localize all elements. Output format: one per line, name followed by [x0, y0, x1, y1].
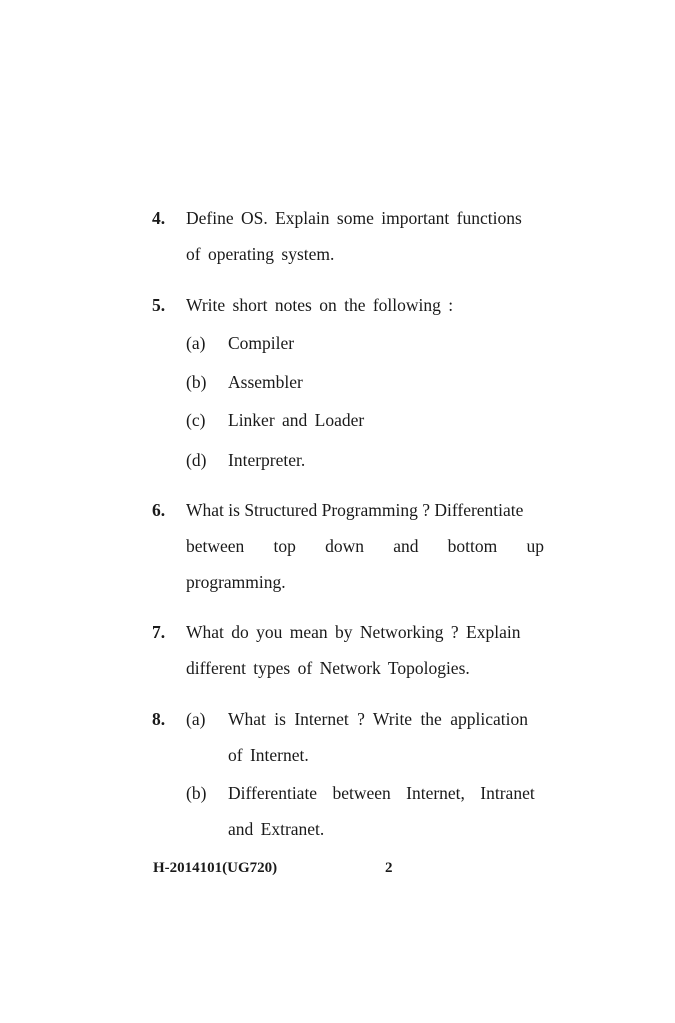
part-text: and Extranet. — [228, 819, 325, 839]
question-text: programming. — [186, 572, 286, 592]
part-text: Assembler — [228, 372, 303, 392]
part-text: Interpreter. — [228, 450, 306, 470]
part-label: (b) — [186, 783, 207, 803]
part-text: Linker and Loader — [228, 410, 365, 430]
part-text: Differentiate between Internet, Intranet — [228, 783, 535, 803]
page-number: 2 — [385, 860, 393, 876]
question-text: What do you mean by Networking ? Explain — [186, 622, 521, 642]
question-number: 4. — [152, 208, 166, 228]
part-label: (d) — [186, 450, 207, 470]
question-text-justified: between top down and bottom up — [186, 536, 544, 556]
paper-code: H-2014101(UG720) — [153, 860, 278, 876]
part-text: Compiler — [228, 333, 295, 353]
part-text: of Internet. — [228, 745, 309, 765]
part-label: (b) — [186, 372, 207, 392]
question-text: different types of Network Topologies. — [186, 658, 470, 678]
part-label: (c) — [186, 410, 206, 430]
part-label: (a) — [186, 333, 206, 353]
part-text: What is Internet ? Write the application — [228, 709, 528, 729]
question-number: 7. — [152, 622, 166, 642]
question-text: Define OS. Explain some important functions — [186, 208, 522, 228]
question-number: 5. — [152, 295, 166, 315]
question-number: 8. — [152, 709, 166, 729]
question-text: What is Structured Programming ? Differentiate — [186, 500, 524, 520]
question-text: Write short notes on the following : — [186, 295, 454, 315]
part-label: (a) — [186, 709, 206, 729]
question-text: of operating system. — [186, 244, 335, 264]
question-number: 6. — [152, 500, 166, 520]
